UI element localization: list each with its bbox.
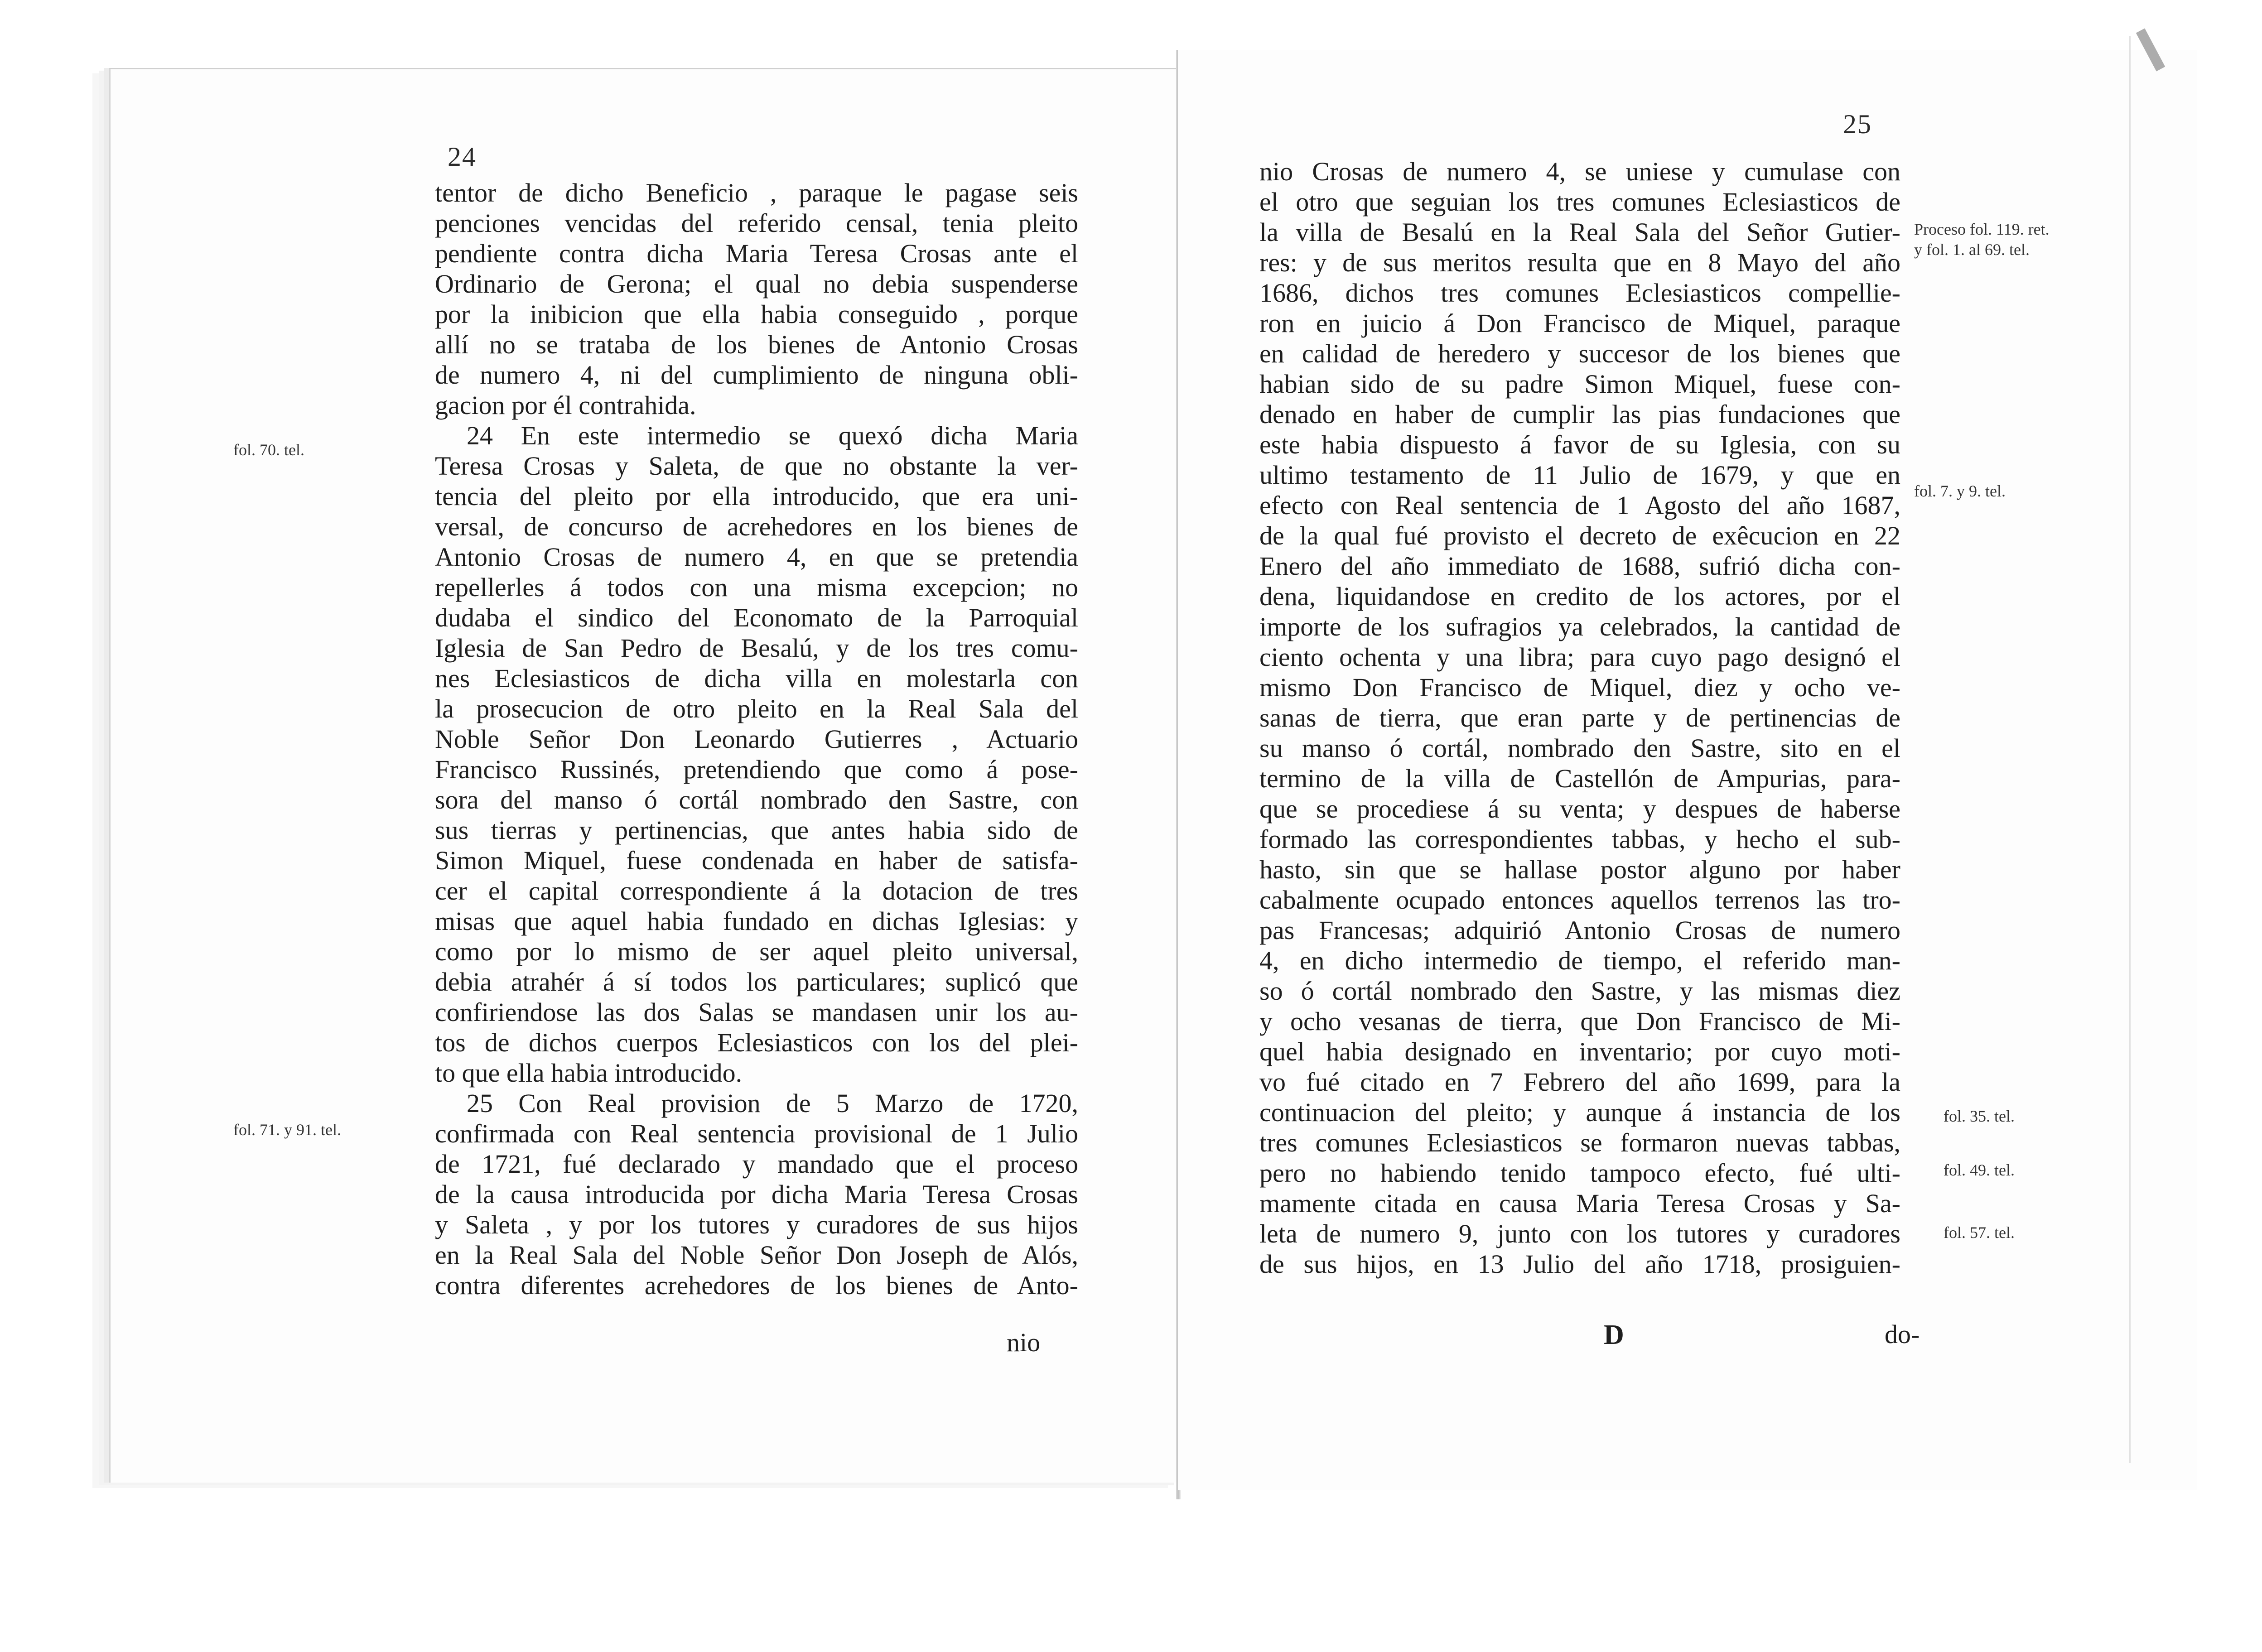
margin-note: y fol. 1. al 69. tel. [1914, 241, 2030, 259]
text-line: que se procediese á su venta; y despues de haberse [1259, 794, 1900, 824]
text-line: ultimo testamento de 11 Julio de 1679, y que en [1259, 460, 1900, 490]
text-line: nes Eclesiasticos de dicha villa en molestarla con [435, 664, 1078, 693]
text-line: tencia del pleito por ella introducido, que era uni- [435, 482, 1078, 511]
text-line: Teresa Crosas y Saleta, de que no obstante la ver- [435, 451, 1078, 481]
text-line: de 1721, fué declarado y mandado que el proceso [435, 1149, 1078, 1179]
text-line: Simon Miquel, fuese condenada en haber de satisfa- [435, 846, 1078, 875]
text-line: hasto, sin que se hallase postor alguno por haber [1259, 855, 1900, 884]
signature-mark: D [1604, 1320, 1624, 1350]
text-line: efecto con Real sentencia de 1 Agosto del año 1687, [1259, 491, 1900, 520]
text-line: quel habia designado en inventario; por cuyo moti- [1259, 1037, 1900, 1066]
text-line: Noble Señor Don Leonardo Gutierres , Actuario [435, 724, 1078, 754]
left-page-number: 24 [448, 142, 477, 172]
text-line: este habia dispuesto á favor de su Iglesia, con su [1259, 430, 1900, 459]
left-page-text [435, 178, 1078, 1300]
paragraph-start: 25 Con Real provision de 5 Marzo de 1720, [467, 1088, 1078, 1118]
right-page-number: 25 [1843, 109, 1872, 139]
text-line: de numero 4, ni del cumplimiento de ninguna obli- [435, 360, 1078, 390]
right-page-text [1259, 156, 1900, 1279]
text-line: nio Crosas de numero 4, se uniese y cumulase con [1259, 157, 1900, 186]
text-line: sus tierras y pertinencias, que antes habia sido de [435, 815, 1078, 845]
text-line: ciento ochenta y una libra; para cuyo pago designó el [1259, 642, 1900, 672]
text-line: leta de numero 9, junto con los tutores y curadores [1259, 1219, 1900, 1248]
text-line: tentor de dicho Beneficio , paraque le pagase seis [435, 178, 1078, 207]
text-line: de sus hijos, en 13 Julio del año 1718, prosiguien- [1259, 1249, 1900, 1279]
text-line: sanas de tierra, que eran parte y de pertinencias de [1259, 703, 1900, 732]
text-line: su manso ó cortál, nombrado den Sastre, sito en el [1259, 733, 1900, 763]
text-line: repellerles á todos con una misma excepcion; no [435, 573, 1078, 602]
text-line: res: y de sus meritos resulta que en 8 Mayo del año [1259, 248, 1900, 277]
text-line: versal, de concurso de acrehedores en los bienes de [435, 512, 1078, 541]
text-line: misas que aquel habia fundado en dichas Iglesias: y [435, 906, 1078, 936]
text-line: to que ella habia introducido. [435, 1058, 743, 1088]
text-line: el otro que seguian los tres comunes Eclesiasticos de [1259, 187, 1900, 217]
text-line: debia atrahér á sí todos los particulares; suplicó que [435, 967, 1078, 997]
text-line: confirmada con Real sentencia provisional de 1 Julio [435, 1119, 1078, 1148]
text-line: allí no se trataba de los bienes de Antonio Crosas [435, 330, 1078, 359]
text-line: y Saleta , y por los tutores y curadores de sus hijos [435, 1210, 1078, 1239]
margin-note: fol. 57. tel. [1944, 1223, 2015, 1242]
page-edge [2129, 36, 2131, 1463]
text-line: cer el capital correspondiente á la dotacion de tres [435, 876, 1078, 905]
text-line: contra diferentes acrehedores de los bienes de Anto- [435, 1271, 1078, 1300]
left-catchword: nio [1007, 1328, 1041, 1357]
margin-note: Proceso fol. 119. ret. [1914, 220, 2050, 238]
text-line: termino de la villa de Castellón de Ampurias, para- [1259, 764, 1900, 793]
text-line: dudaba el sindico del Economato de la Parroquial [435, 603, 1078, 632]
text-line: Iglesia de San Pedro de Besalú, y de los tres comu- [435, 633, 1078, 663]
text-line: la prosecucion de otro pleito en la Real Sala del [435, 694, 1078, 723]
text-line: 4, en dicho intermedio de tiempo, el referido man- [1259, 946, 1900, 975]
text-line: penciones vencidas del referido censal, tenia pleito [435, 208, 1078, 238]
text-line: pero no habiendo tenido tampoco efecto, fué ulti- [1259, 1158, 1900, 1188]
text-line: formado las correspondientes tabbas, y hecho el sub- [1259, 824, 1900, 854]
text-line: pendiente contra dicha Maria Teresa Crosas ante el [435, 239, 1078, 268]
text-line: confiriendose las dos Salas se mandasen unir los au- [435, 997, 1078, 1027]
text-line: la villa de Besalú en la Real Sala del Señor Gutier- [1259, 217, 1900, 247]
text-line: cabalmente ocupado entonces aquellos terrenos las tro- [1259, 885, 1900, 915]
text-line: so ó cortál nombrado den Sastre, y las mismas diez [1259, 976, 1900, 1006]
text-line: importe de los sufragios ya celebrados, la cantidad de [1259, 612, 1900, 641]
margin-note: fol. 7. y 9. tel. [1914, 482, 2006, 500]
right-catchword: do- [1885, 1320, 1920, 1349]
text-line: continuacion del pleito; y aunque á instancia de los [1259, 1098, 1900, 1127]
text-line: en la Real Sala del Noble Señor Don Joseph de Alós, [435, 1240, 1078, 1270]
text-line: como por lo mismo de ser aquel pleito universal, [435, 937, 1078, 966]
margin-note: fol. 71. y 91. tel. [233, 1121, 341, 1139]
text-line: tres comunes Eclesiasticos se formaron nuevas tabbas, [1259, 1128, 1900, 1157]
margin-note: fol. 49. tel. [1944, 1161, 2015, 1179]
text-line: pas Francesas; adquirió Antonio Crosas de numero [1259, 915, 1900, 945]
margin-note: fol. 70. tel. [233, 441, 304, 459]
text-line: gacion por él contrahida. [435, 390, 696, 420]
text-line: Antonio Crosas de numero 4, en que se pretendia [435, 542, 1078, 572]
text-line: tos de dichos cuerpos Eclesiasticos con los del plei- [435, 1028, 1078, 1057]
text-line: de la qual fué provisto el decreto de exêcucion en 22 [1259, 521, 1900, 550]
text-line: dena, liquidandose en credito de los actores, por el [1259, 582, 1900, 611]
text-line: Enero del año immediato de 1688, sufrió dicha con- [1259, 551, 1900, 581]
text-line: mismo Don Francisco de Miquel, diez y ocho ve- [1259, 673, 1900, 702]
text-line: vo fué citado en 7 Febrero del año 1699, para la [1259, 1067, 1900, 1097]
text-line: en calidad de heredero y succesor de los bienes que [1259, 339, 1900, 368]
text-line: 1686, dichos tres comunes Eclesiasticos compellie- [1259, 278, 1900, 308]
text-line: de la causa introducida por dicha Maria Teresa Crosas [435, 1180, 1078, 1209]
text-line: y ocho vesanas de tierra, que Don Francisco de Mi- [1259, 1007, 1900, 1036]
text-line: ron en juicio á Don Francisco de Miquel, paraque [1259, 308, 1900, 338]
paragraph-start: 24 En este intermedio se quexó dicha Maria [467, 421, 1078, 450]
text-line: Francisco Russinés, pretendiendo que como á pose- [435, 755, 1078, 784]
margin-note: fol. 35. tel. [1944, 1107, 2015, 1125]
text-line: sora del manso ó cortál nombrado den Sastre, con [435, 785, 1078, 814]
text-line: por la inibicion que ella habia conseguido , porque [435, 299, 1078, 329]
text-line: Ordinario de Gerona; el qual no debia suspenderse [435, 269, 1078, 299]
text-line: denado en haber de cumplir las pias fundaciones que [1259, 400, 1900, 429]
text-line: habian sido de su padre Simon Miquel, fuese con- [1259, 369, 1900, 399]
text-line: mamente citada en causa Maria Teresa Crosas y Sa- [1259, 1189, 1900, 1218]
